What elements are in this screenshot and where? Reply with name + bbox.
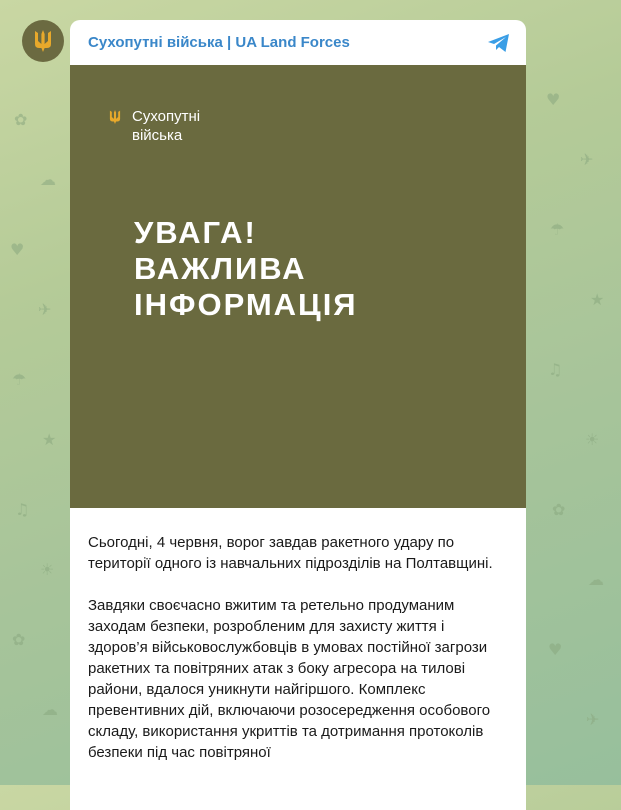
- brand-line-1: Сухопутні: [132, 108, 201, 125]
- message-header: [70, 20, 526, 65]
- message-card: [70, 20, 526, 810]
- share-button[interactable]: [486, 30, 512, 56]
- trident-icon: [32, 29, 54, 53]
- trident-icon: [108, 109, 122, 125]
- brand-block: [108, 107, 222, 145]
- headline-line-2: ВАЖЛИВА: [134, 251, 307, 286]
- channel-name-link[interactable]: Сухопутні війська | UA Land Forces: [88, 34, 350, 51]
- message-text: [70, 508, 526, 763]
- banner-headline: [134, 215, 358, 323]
- message-paragraph-2: Завдяки своєчасно вжитим та ретельно продуманим заходам безпеки, розробленим для захисту життя і здоров’я військовослужбовців в умовах постійної загрози ракетних та повітряних атак з боку агресора на тилові райони, вдалося уникнути найгіршого. Комплекс превентивних дій, включаючи розосередження особового складу, використання укриттів та дотримання протоколів безпеки під час повітряної: [88, 597, 491, 761]
- brand-name: [132, 107, 222, 145]
- chat-background-pattern: ✿ ☁ ♥ ✈ ☂ ★ ♫ ☀ ✿ ☁ ♥ ✈ ☂ ★ ♫ ☀ ✿ ☁ ♥ ✈: [10, 90, 605, 729]
- post-image-banner[interactable]: [70, 65, 526, 508]
- channel-avatar[interactable]: [22, 20, 64, 62]
- headline-line-1: УВАГА!: [134, 215, 257, 250]
- message-paragraph-1: Сьогодні, 4 червня, ворог завдав ракетного удару по території одного із навчальних підрозділів на Полтавщині.: [88, 534, 493, 572]
- brand-line-2: війська: [132, 127, 183, 144]
- telegram-plane-icon: [487, 33, 511, 53]
- headline-line-3: ІНФОРМАЦІЯ: [134, 287, 358, 322]
